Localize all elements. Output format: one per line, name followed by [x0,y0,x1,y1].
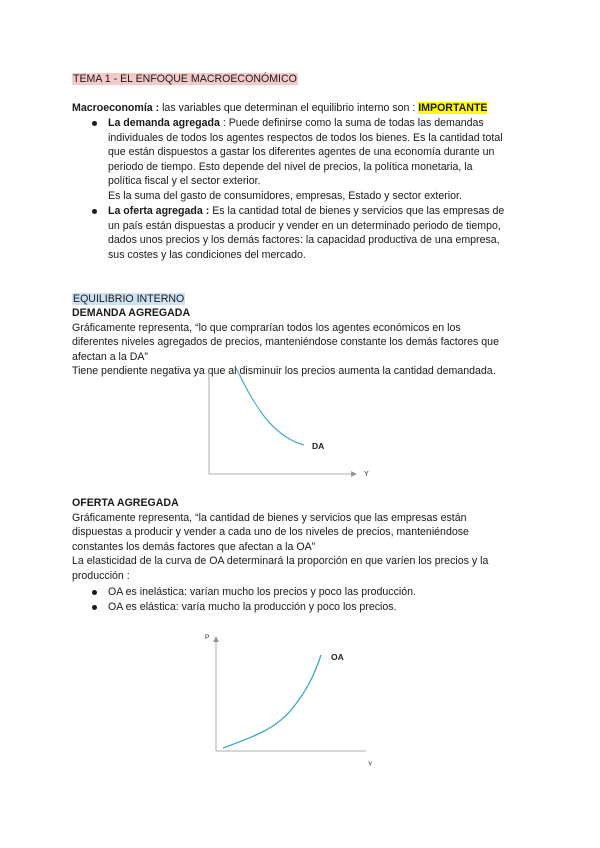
bullet-dot [92,590,97,595]
section-heading: EQUILIBRIO INTERNO [73,293,185,305]
intro-line [72,101,487,116]
x-axis-label: Y [364,471,369,478]
bullet-oferta-agregada: La oferta agregada : Es la cantidad total de bienes y servicios que las empresas de un país están dispuestas a producir y vender en un determinado periodo de tiempo, dados unos precios y los demás factores: la capacidad productiva de una empresa, sus costes y las condiciones del mercado. [108,205,505,261]
oferta-heading: OFERTA AGREGADA [72,497,179,509]
important-highlight: IMPORTANTE [418,102,488,114]
bullet-demanda-agregada: La demanda agregada : Puede definirse como la suma de todas las demandas individuales de todos los agentes respectos de todos los bienes. Es la cantidad total que están dispuestos a gastar los diferentes agentes de una economía durante un periodo de tiempo. Esto depende del nivel de precios, la política monetaria, la política fiscal y el sector exterior. Es la suma del gasto de consumidores, empresas, Estado y sector exterior. [108,117,503,202]
y-axis-arrow [213,636,219,642]
oa-curve [223,655,321,748]
da-label: DA [312,441,325,451]
bullet-dot [92,209,97,214]
bullet-dot [92,121,97,126]
oferta-bullet-inelastica: OA es inelástica: varían mucho los precios y poco las producción. [108,586,416,598]
x-axis-label: Y [368,761,373,768]
oferta-chart [196,628,386,768]
bullet-dot [92,605,97,610]
demanda-heading: DEMANDA AGREGADA [72,307,191,319]
oferta-bullet-elastica: OA es elástica: varía mucho la producción y poco los precios. [108,601,397,613]
bullet-term: La oferta agregada : [108,205,210,217]
intro-text: las variables que determinan el equilibrio interno son : [159,102,419,114]
oferta-section: OFERTA AGREGADA Gráficamente representa, “la cantidad de bienes y servicios que las empresas están dispuestas a producir y vender a cada uno de los niveles de precios, manteniéndose constantes los demás factores que afectan a la OA” La elasticidad de la curva de OA determinará la proporción en que varíen los precios y la producción : [72,497,489,582]
intro-lead: Macroeconomía : [72,102,160,114]
x-axis-arrow [351,471,357,477]
y-axis-label: P [205,634,210,641]
da-curve [236,368,304,445]
oa-label: OA [331,652,344,662]
bullet-term: La demanda agregada [108,117,220,129]
demanda-chart [200,362,380,482]
demanda-section: DEMANDA AGREGADA Gráficamente representa, “lo que comprarían todos los agentes económicos en los diferentes niveles agregados de precios, manteniéndose constante los demás factores que afectan a la DA” Tiene pendiente negativa ya que al disminuir los precios aumenta la cantidad demandada. [72,307,499,378]
document-title: TEMA 1 - EL ENFOQUE MACROECONÓMICO [73,73,297,85]
